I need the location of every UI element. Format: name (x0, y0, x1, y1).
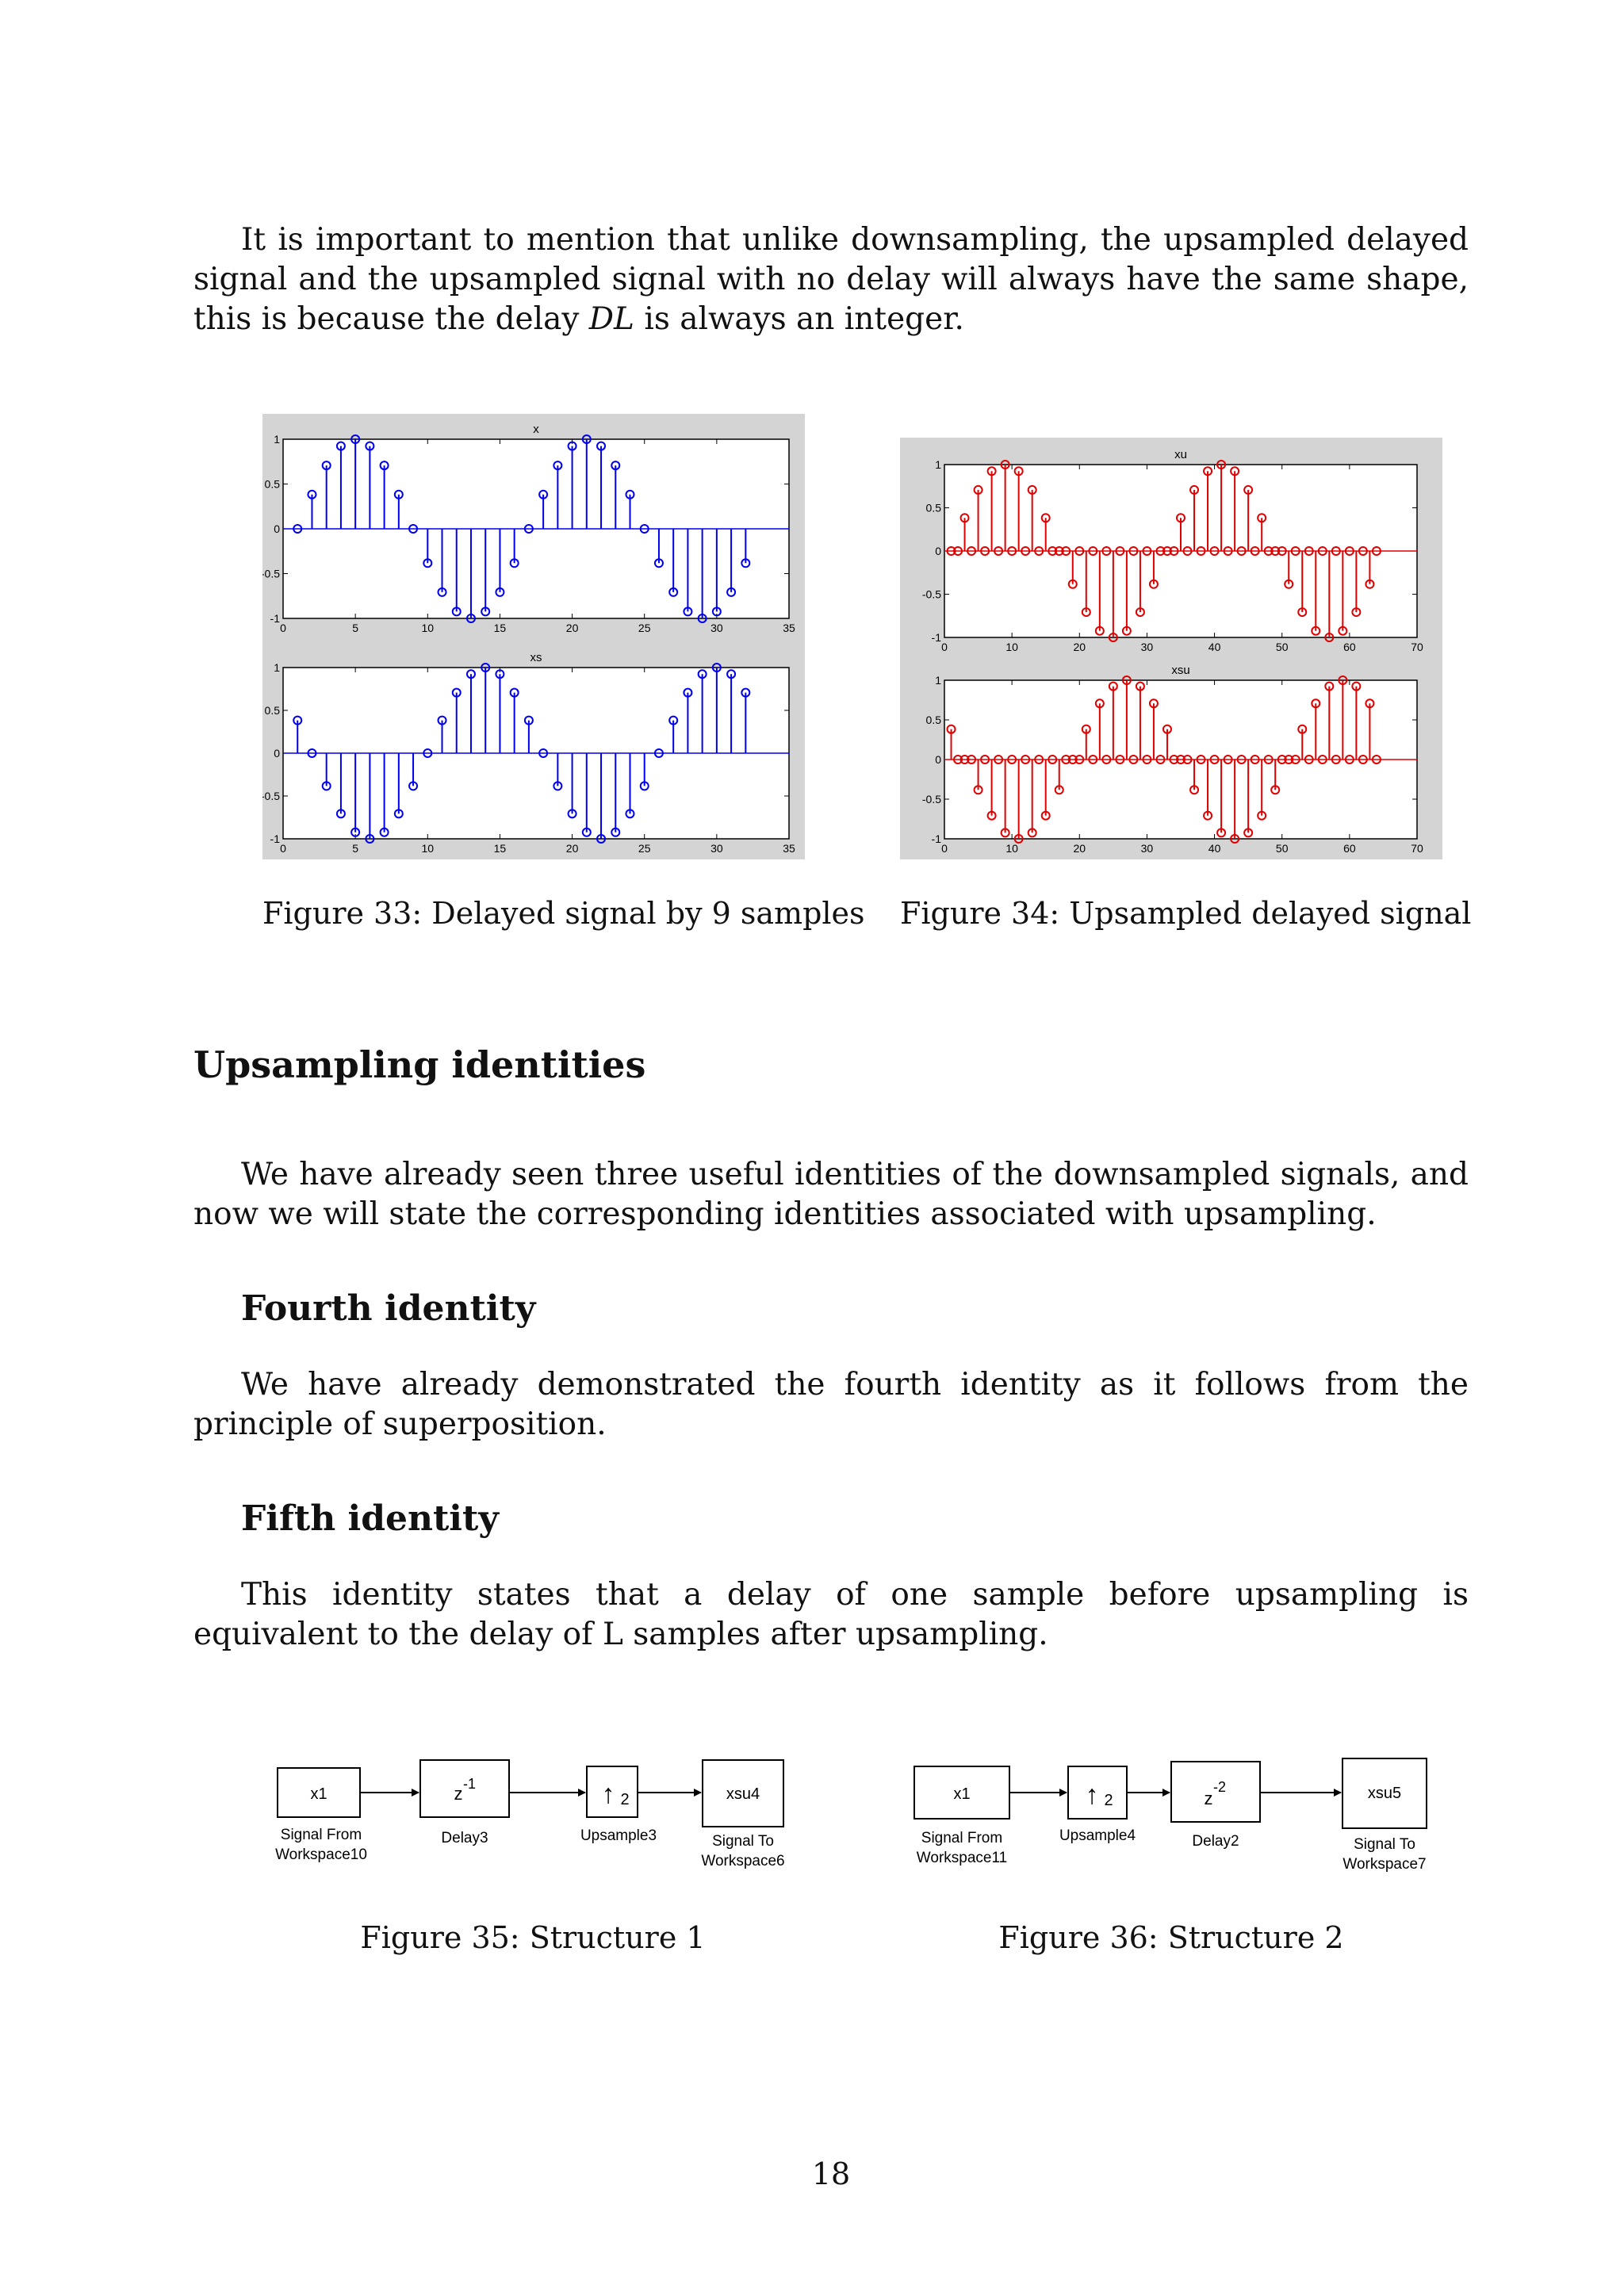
y-tick-label: -1 (931, 832, 941, 845)
label-delay2: Delay2 (1192, 1833, 1239, 1850)
y-tick-label: 0 (274, 747, 280, 760)
label-workspace10: Workspace10 (275, 1846, 367, 1863)
y-tick-label: -0.5 (262, 567, 280, 580)
chart-xsu (922, 664, 1423, 855)
x-tick-label: 70 (1411, 641, 1423, 653)
structure-1-diagram (262, 1744, 817, 1879)
x-tick-label: 5 (352, 842, 359, 855)
figure-34 (900, 438, 1442, 859)
paragraph-intro (193, 220, 1469, 339)
page-number: 18 (811, 2156, 851, 2191)
caption-figure-36: Figure 36: Structure 2 (998, 1920, 1344, 1955)
y-tick-label: 0.5 (264, 477, 280, 491)
block-signal-to-workspace7[interactable] (1342, 1758, 1427, 1828)
block-delay2[interactable] (1171, 1762, 1260, 1822)
x-tick-label: 10 (421, 622, 435, 634)
chart-xu (922, 448, 1423, 653)
y-tick-label: -0.5 (262, 790, 280, 802)
chart-title: x (533, 423, 539, 436)
chart-title: xsu (1171, 664, 1190, 677)
x-tick-label: 15 (493, 622, 507, 634)
x-tick-label: 20 (565, 842, 579, 855)
x-tick-label: 20 (1073, 641, 1086, 653)
x-tick-label: 70 (1411, 842, 1423, 855)
block-text-z: z (1204, 1789, 1213, 1808)
x-tick-label: 35 (783, 842, 795, 855)
x-tick-label: 25 (638, 622, 651, 634)
paragraph-fifth (193, 1575, 1469, 1655)
block-text-x1: x1 (310, 1785, 327, 1803)
caption-figure-34: Figure 34: Upsampled delayed signal (900, 896, 1472, 931)
paragraph-intro-text: It is important to mention that unlike downsampling, the upsampled delayed signal and the upsampled signal with no delay will always have the same shape, this is because the delay (193, 222, 1469, 337)
x-tick-label: 15 (493, 842, 507, 855)
x-tick-label: 60 (1343, 641, 1356, 653)
chart-title: xs (530, 651, 542, 664)
x-tick-label: 40 (1208, 842, 1221, 855)
y-tick-label: 1 (935, 674, 941, 687)
block-signal-to-workspace6[interactable] (703, 1760, 783, 1827)
subsection-fifth-identity: Fifth identity (241, 1498, 499, 1539)
caption-figure-33: Figure 33: Delayed signal by 9 samples (262, 896, 865, 931)
y-tick-label: -0.5 (921, 793, 941, 806)
block-delay3[interactable] (420, 1760, 509, 1817)
block-text-factor: 2 (620, 1791, 630, 1808)
figure-33-plot (262, 414, 805, 859)
subsection-fourth-identity: Fourth identity (241, 1288, 536, 1329)
block-signal-from-workspace10[interactable] (278, 1768, 360, 1817)
label-workspace7: Workspace7 (1342, 1856, 1427, 1873)
figure-34-plot (900, 438, 1442, 859)
label-workspace6: Workspace6 (701, 1853, 785, 1869)
chart-xs (262, 651, 795, 855)
figure-35 (262, 1744, 817, 1879)
x-tick-label: 10 (1005, 641, 1018, 653)
block-text-xsu5: xsu5 (1367, 1785, 1402, 1802)
label-signal-to-1: Signal To (712, 1833, 774, 1850)
paragraph-intro-end: is always an integer. (634, 301, 964, 337)
label-signal-from-1: Signal From (280, 1827, 362, 1843)
x-tick-label: 20 (1073, 842, 1086, 855)
y-tick-label: 0 (935, 753, 941, 766)
paragraph-fifth-text: This identity states that a delay of one sample before upsampling is equivalent to the delay of L samples after upsampling. (193, 1577, 1469, 1652)
block-text-xsu4: xsu4 (726, 1785, 760, 1803)
label-workspace11: Workspace11 (916, 1850, 1008, 1866)
y-tick-label: -1 (270, 832, 280, 845)
y-tick-label: 1 (274, 433, 280, 446)
chart-x (262, 423, 795, 634)
y-tick-label: -0.5 (921, 587, 941, 601)
paragraph-identities-text: We have already seen three useful identities of the downsampled signals, and now we will state the corresponding identities associated with upsampling. (193, 1157, 1469, 1232)
block-text-factor: 2 (1104, 1792, 1113, 1809)
x-tick-label: 60 (1343, 842, 1356, 855)
chart-title: xu (1174, 448, 1187, 461)
figure-36 (900, 1744, 1455, 1887)
structure-2-diagram (900, 1744, 1455, 1887)
block-upsample4[interactable] (1068, 1766, 1127, 1819)
x-tick-label: 10 (1005, 842, 1018, 855)
block-text-z: z (454, 1784, 463, 1804)
upsample-arrow-icon: ↑ (601, 1779, 615, 1809)
x-tick-label: 35 (783, 622, 795, 634)
paragraph-identities (193, 1155, 1469, 1234)
block-upsample3[interactable] (587, 1766, 638, 1817)
caption-figure-35: Figure 35: Structure 1 (360, 1920, 706, 1955)
x-tick-label: 0 (280, 622, 286, 634)
x-tick-label: 0 (941, 842, 948, 855)
x-tick-label: 5 (352, 622, 359, 634)
x-tick-label: 30 (710, 622, 723, 634)
x-tick-label: 20 (565, 622, 579, 634)
x-tick-label: 25 (638, 842, 651, 855)
upsample-arrow-icon: ↑ (1085, 1780, 1099, 1810)
label-delay3: Delay3 (441, 1830, 488, 1846)
paragraph-fourth-text: We have already demonstrated the fourth identity as it follows from the principle of superposition. (193, 1367, 1469, 1442)
x-tick-label: 40 (1208, 641, 1221, 653)
x-tick-label: 30 (710, 842, 723, 855)
section-title: Upsampling identities (193, 1043, 646, 1086)
y-tick-label: 1 (274, 661, 280, 674)
block-text-sup: -2 (1212, 1779, 1227, 1795)
x-tick-label: 30 (1140, 641, 1154, 653)
block-text-x1: x1 (953, 1785, 971, 1803)
x-tick-label: 0 (280, 842, 286, 855)
x-tick-label: 0 (941, 641, 948, 653)
y-tick-label: 0 (274, 522, 280, 535)
label-upsample4: Upsample4 (1059, 1827, 1136, 1844)
label-signal-from-2: Signal From (921, 1830, 1003, 1846)
y-tick-label: -1 (931, 631, 941, 644)
block-text-sup: -1 (462, 1776, 477, 1792)
figure-33 (262, 414, 805, 859)
x-tick-label: 50 (1275, 842, 1289, 855)
x-tick-label: 50 (1275, 641, 1289, 653)
y-tick-label: 0.5 (925, 714, 941, 726)
block-signal-from-workspace11[interactable] (914, 1766, 1009, 1819)
x-tick-label: 30 (1140, 842, 1154, 855)
paragraph-fourth (193, 1365, 1469, 1445)
label-upsample3: Upsample3 (580, 1827, 657, 1844)
y-tick-label: 0 (935, 545, 941, 557)
y-tick-label: 0.5 (264, 704, 280, 717)
y-tick-label: 0.5 (925, 501, 941, 515)
label-signal-to-2: Signal To (1354, 1836, 1415, 1853)
y-tick-label: -1 (270, 612, 280, 625)
x-tick-label: 10 (421, 842, 435, 855)
y-tick-label: 1 (935, 458, 941, 471)
paragraph-intro-italic: DL (588, 301, 634, 337)
